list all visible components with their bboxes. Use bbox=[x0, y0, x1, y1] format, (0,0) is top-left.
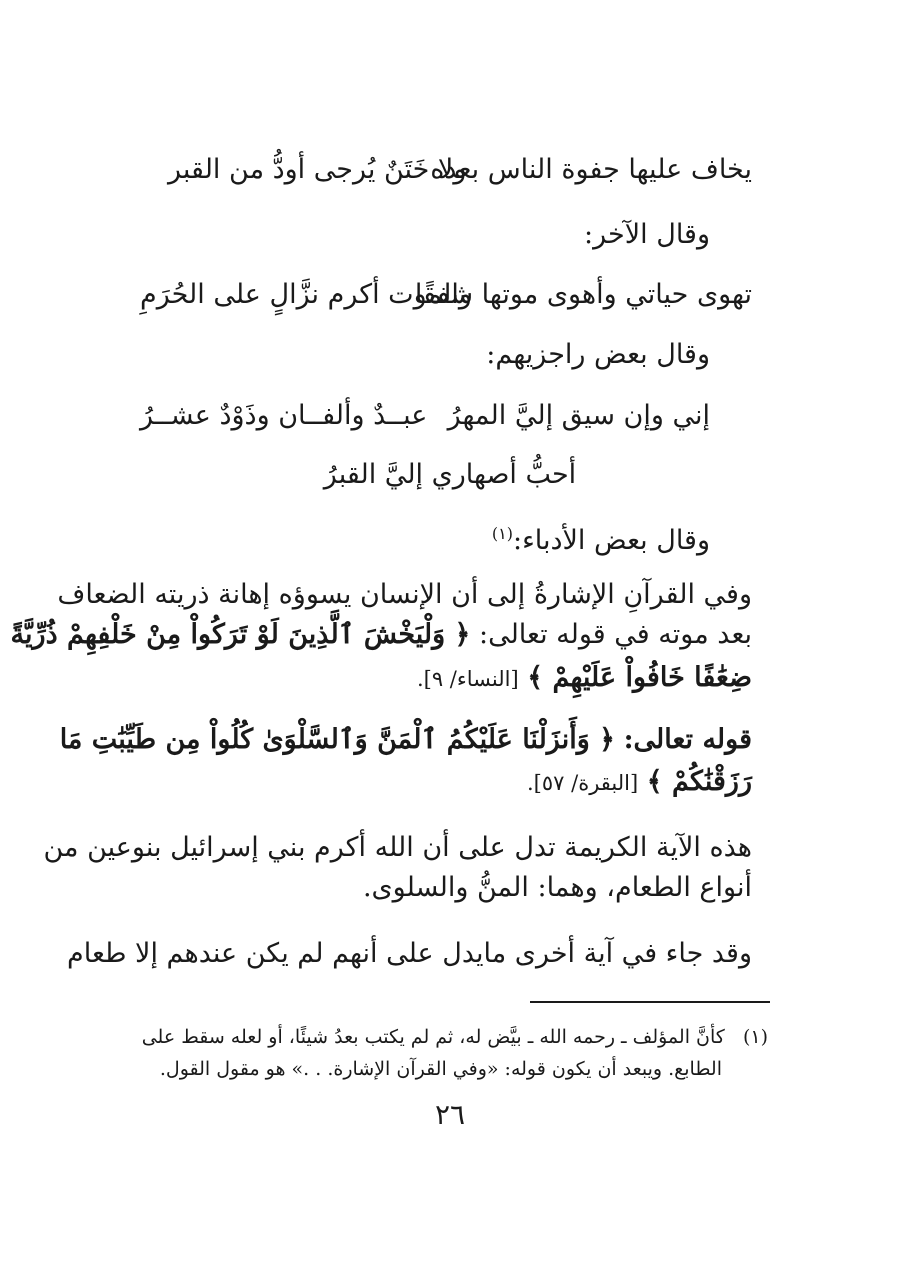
quran-verse-nisa-part-1: ﴿ وَلْيَخْشَ ٱلَّذِينَ لَوْ تَرَكُواْ مِنْ خَلْفِهِمْ ذُرِّيَّةً bbox=[10, 619, 471, 650]
para-2-line-1 bbox=[60, 720, 752, 760]
intro-line-3: وقال بعض راجزيهم: bbox=[486, 339, 710, 370]
para-3-line-2: أنواع الطعام، وهما: المنُّ والسلوى. bbox=[362, 872, 752, 903]
footnote-reference-marker: (١) bbox=[491, 524, 513, 543]
para-2-line-2 bbox=[527, 762, 752, 803]
para-2-lead: قوله تعالى: bbox=[623, 724, 752, 755]
footnote-separator bbox=[530, 1001, 770, 1003]
intro-line-2: وقال الآخر: bbox=[584, 219, 710, 250]
quran-verse-nisa-part-2: ضِعَٰفًا خَافُواْ عَلَيْهِمْ ﴾ bbox=[527, 662, 752, 693]
para-1-line-3 bbox=[417, 658, 752, 699]
footnote-line-1-text: كأنَّ المؤلف ـ رحمه الله ـ بيَّض له، ثم لم يكتب بعدُ شيئًا، أو لعله سقط على bbox=[141, 1026, 725, 1048]
verse-3-final-hemistich: أحبُّ أصهاري إليَّ القبرُ bbox=[323, 459, 577, 490]
quran-verse-baqara-part-2: رَزَقْنَٰكُمْ ﴾ bbox=[646, 766, 752, 797]
para-4-line-1: وقد جاء في آية أخرى مايدل على أنهم لم يكن عندهم إلا طعام bbox=[67, 938, 752, 969]
footnote-line-1 bbox=[142, 1022, 768, 1052]
page-number: ٢٦ bbox=[434, 1098, 466, 1131]
verse-2-right-hemistich: تهوى حياتي وأهوى موتها شفقًا bbox=[414, 279, 752, 310]
intro-line-4 bbox=[492, 514, 710, 561]
verse-3-right-hemistich: إني وإن سيق إليَّ المهرُ bbox=[447, 400, 710, 431]
verse-1-left-hemistich: ولا خَتَنٌ يُرجى أودُّ من القبر bbox=[168, 154, 467, 185]
quran-reference-nisa: [النساء/ ٩]. bbox=[416, 667, 519, 691]
para-1-line-2 bbox=[11, 615, 752, 655]
verse-2-left-hemistich: والموت أكرم نزَّالٍ على الحُرَمِ bbox=[140, 279, 472, 310]
para-3-line-1: هذه الآية الكريمة تدل على أن الله أكرم بني إسرائيل بنوعين من bbox=[43, 832, 752, 863]
quran-reference-baqara: [البقرة/ ٥٧]. bbox=[527, 771, 639, 795]
verse-3-left-hemistich: عبــدٌ وألفــان وذَوْدٌ عشــرُ bbox=[140, 400, 428, 431]
para-1-line-1: وفي القرآنِ الإشارةُ إلى أن الإنسان يسوؤه إهانة ذريته الضعاف bbox=[57, 579, 752, 610]
footnote-line-2: الطابع. ويبعد أن يكون قوله: «وفي القرآن الإشارة. . .» هو مقول القول. bbox=[159, 1058, 722, 1080]
footnote-marker: (١) bbox=[742, 1026, 768, 1048]
quran-verse-baqara-part-1: ﴿ وَأَنزَلْنَا عَلَيْكُمُ ٱلْمَنَّ وَٱلسَّلْوَىٰ كُلُواْ مِن طَيِّبَٰتِ مَا bbox=[59, 724, 615, 755]
verse-1-right-hemistich: يخاف عليها جفوة الناس بعده bbox=[430, 154, 752, 185]
intro-line-4-text: وقال بعض الأدباء: bbox=[512, 525, 710, 556]
para-1-line-2-text: بعد موته في قوله تعالى: bbox=[478, 619, 752, 650]
